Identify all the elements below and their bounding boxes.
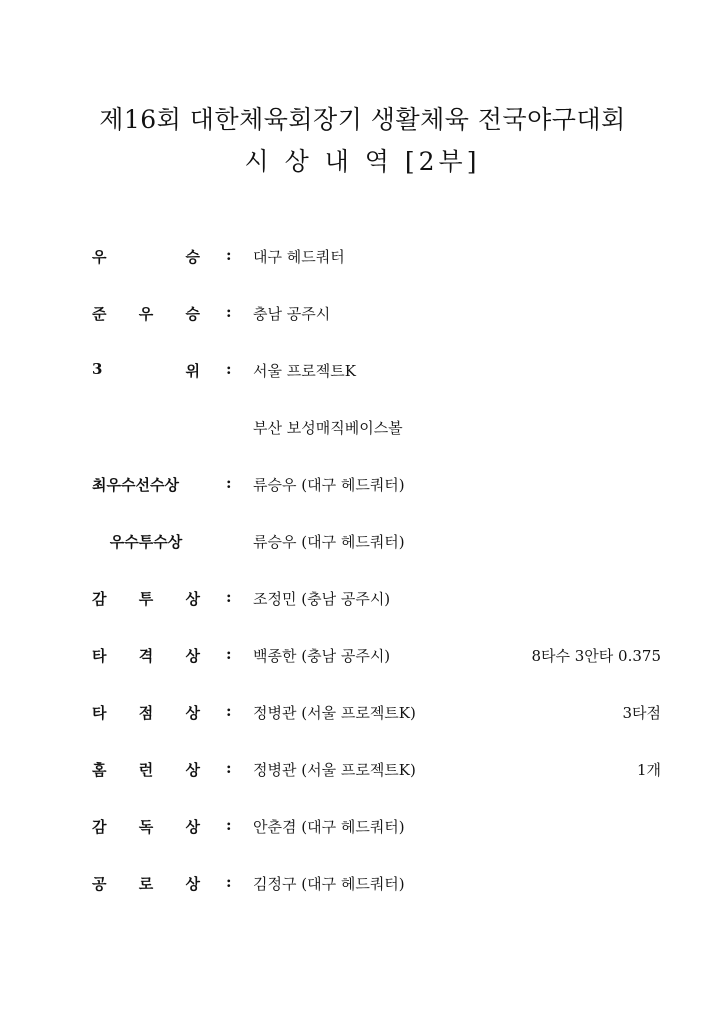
award-stat: 3타점 [622,704,661,722]
label-separator: : [226,759,232,777]
award-label-char: 런 [138,761,154,779]
award-row-best-pitcher [0,531,725,561]
award-row-fighting-spirit [0,588,725,618]
document-subtitle: 시 상 내 역 [2부] [244,147,481,176]
award-winner: 김정구 (대구 헤드쿼터) [253,875,405,893]
label-separator: : [226,702,232,720]
award-label-char: 준 [92,305,107,323]
award-label-char: 우 [92,248,107,266]
award-winner: 정병관 (서울 프로젝트K) [253,761,416,779]
award-label-char: 상 [185,647,200,665]
award-winner: 조정민 (충남 공주시) [253,590,391,608]
document-title: 제16회 대한체육회장기 생활체육 전국야구대회 [99,105,626,134]
award-stat: 8타수 3안타 0.375 [531,647,661,665]
award-row-runner-up [0,303,725,333]
label-separator: : [226,816,232,834]
label-separator: : [226,360,232,378]
award-winner: 부산 보성매직베이스볼 [253,419,403,437]
label-separator: : [226,303,232,321]
award-winner: 서울 프로젝트K [253,362,356,380]
award-row-third-place [0,360,725,390]
award-row-mvp [0,474,725,504]
award-label-char: 상 [185,704,200,722]
award-label-char: 격 [138,647,154,665]
award-row-rbi [0,702,725,732]
award-label-char: 감 [92,590,107,608]
label-separator: : [226,645,232,663]
award-label-char: 승 [185,305,200,323]
award-label [92,702,200,723]
award-winner: 류승우 (대구 헤드쿼터) [253,476,405,494]
award-label-char: 상 [185,818,200,836]
award-label [92,246,200,267]
award-label [92,588,200,609]
award-label [92,759,200,780]
award-label-char: 감 [92,818,107,836]
award-label: 최우수선수상 [92,476,179,494]
award-winner: 대구 헤드쿼터 [253,248,345,266]
award-winner: 충남 공주시 [253,305,331,323]
award-row-home-run [0,759,725,789]
award-label [92,816,200,837]
award-winner: 정병관 (서울 프로젝트K) [253,704,416,722]
award-label-char: 홈 [92,761,107,779]
award-label [92,645,200,666]
award-row-third-place-2 [0,417,725,447]
label-separator: : [226,588,232,606]
award-label-char: 상 [185,875,200,893]
label-separator: : [226,873,232,891]
award-label [92,303,200,324]
award-winner: 백종한 (충남 공주시) [253,647,391,665]
award-label [92,873,200,894]
award-label-char: 독 [138,818,154,836]
award-label-char: 로 [138,875,154,893]
award-label: 우수투수상 [109,533,183,551]
award-label-char: 점 [138,704,154,722]
award-row-merit [0,873,725,903]
award-label-char: 우 [138,305,154,323]
award-label-char: 공 [92,875,107,893]
label-separator: : [226,246,232,264]
award-row-champion [0,246,725,276]
award-label-char: 위 [185,362,200,380]
award-label-char: 투 [138,590,154,608]
award-label-char: 3 [92,360,103,378]
award-label-char: 타 [92,647,107,665]
award-label-char: 타 [92,704,107,722]
award-label-char: 승 [185,248,200,266]
award-row-batting [0,645,725,675]
award-label-char: 상 [185,761,200,779]
label-separator: : [226,474,232,492]
award-label-char: 상 [185,590,200,608]
award-row-manager [0,816,725,846]
award-winner: 류승우 (대구 헤드쿼터) [253,533,405,551]
award-label [92,360,200,381]
award-stat: 1개 [636,761,661,779]
award-winner: 안춘겸 (대구 헤드쿼터) [253,818,405,836]
